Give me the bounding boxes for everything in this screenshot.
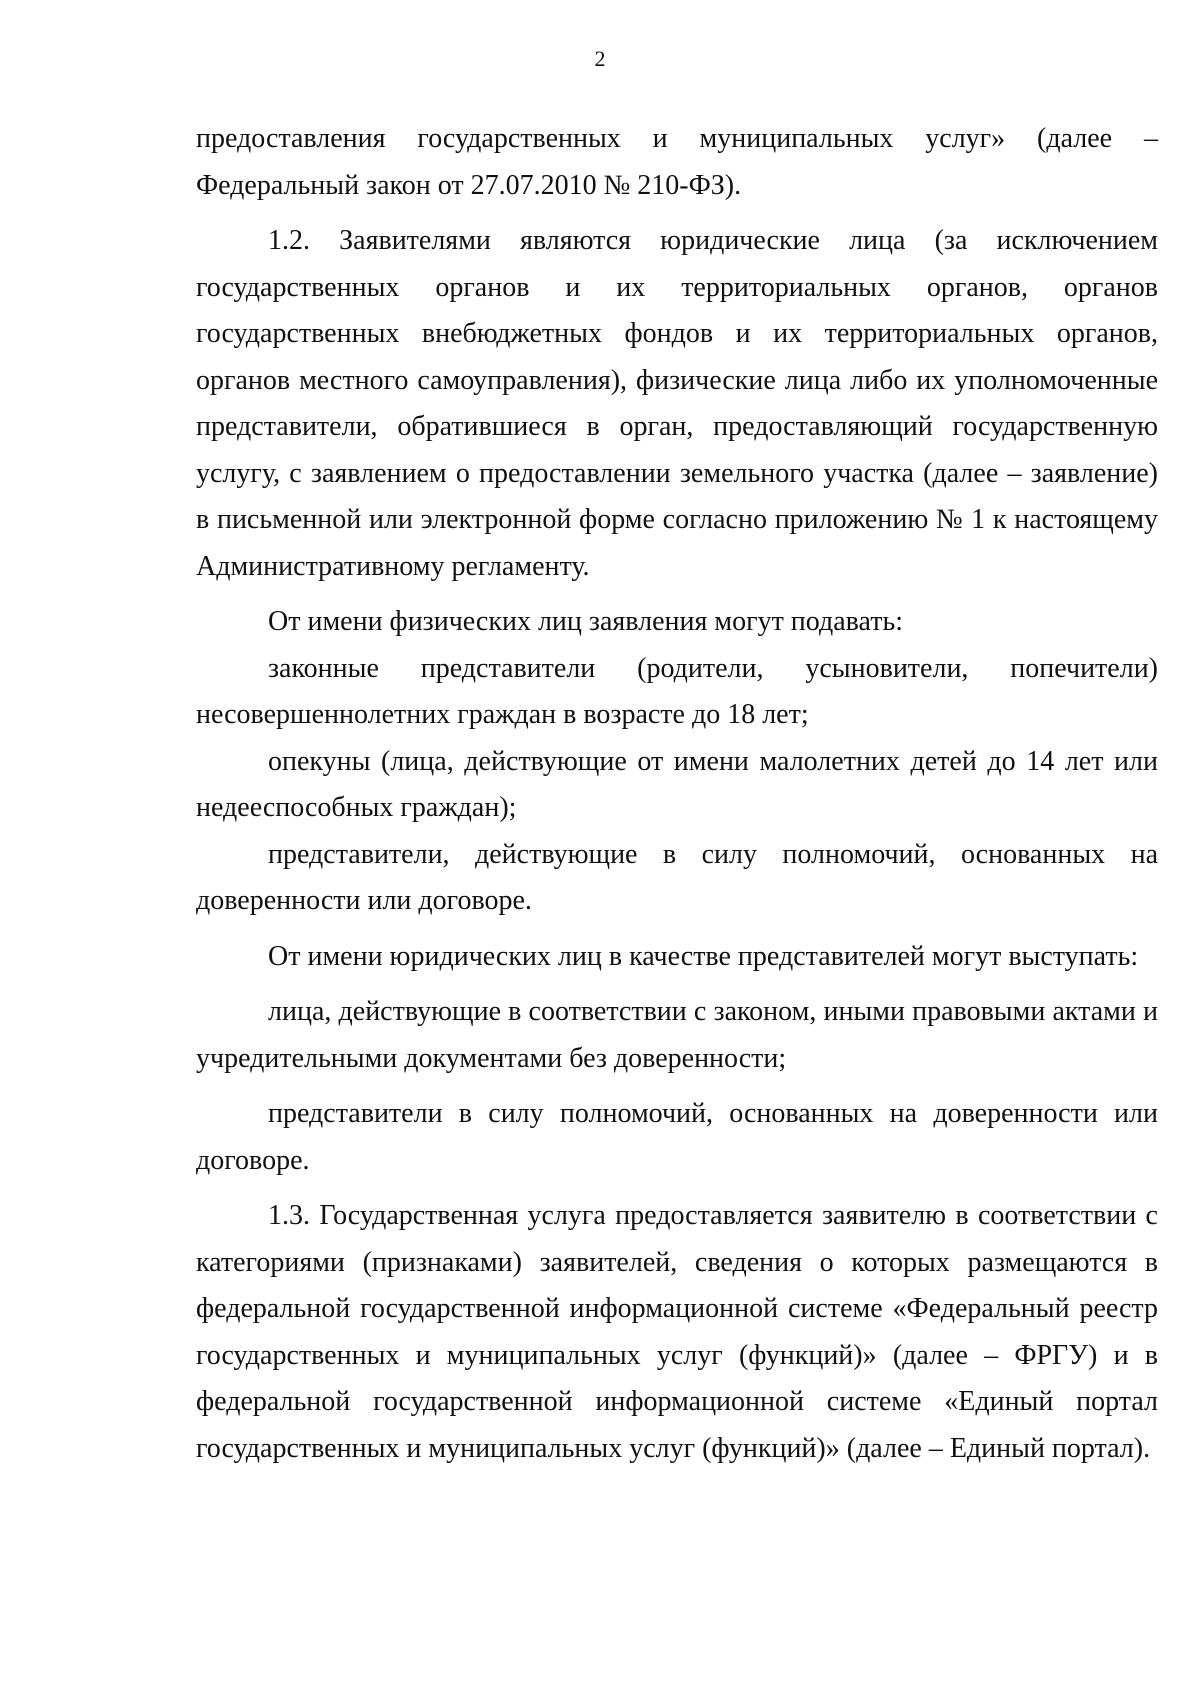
paragraph-entities-without-proxy: лица, действующие в соответствии с законом, иными правовыми актами и учредительными документами без доверенности; [196, 996, 1158, 1074]
paragraph-individuals-intro: От имени физических лиц заявления могут подавать: [268, 606, 903, 637]
paragraph-continuation: предоставления государственных и муниципальных услуг» (далее – Федеральный закон от 27.07.2010 № 210-ФЗ). [196, 123, 1158, 201]
paragraph-legal-entities-intro: От имени юридических лиц в качестве представителей могут выступать: [268, 940, 1139, 972]
paragraph-legal-representatives: законные представители (родители, усыновители, попечители) несовершеннолетних граждан в возрасте до 18 лет; [196, 652, 1158, 730]
paragraph-entities-with-proxy: представители в силу полномочий, основанных на доверенности или договоре. [196, 1098, 1158, 1176]
paragraph-proxy-representatives: представители, действующие в силу полномочий, основанных на доверенности или договоре. [196, 838, 1158, 916]
document-body [196, 116, 1158, 1472]
paragraph-1-3: 1.3. Государственная услуга предоставляется заявителю в соответствии с категориями (признаками) заявителей, сведения о которых размещаются в федеральной государственной информационной системе «Федеральный реестр государственных и муниципальных услуг (функций)» (далее – ФРГУ) и в федеральной государственной информационной системе «Единый портал государственных и муниципальных услуг (функций)» (далее – Единый портал). [196, 1200, 1158, 1464]
page-number: 2 [594, 46, 606, 71]
paragraph-1-2: 1.2. Заявителями являются юридические лица (за исключением государственных органов и их территориальных органов, органов государственных внебюджетных фондов и их территориальных органов, органов местного самоуправления), физические лица либо их уполномоченные представители, обратившиеся в орган, предоставляющий государственную услугу, с заявлением о предоставлении земельного участка (далее – заявление) в письменной или электронной форме согласно приложению № 1 к настоящему Административному регламенту. [196, 225, 1158, 582]
paragraph-guardians: опекуны (лица, действующие от имени малолетних детей до 14 лет или недееспособных граждан); [196, 745, 1158, 823]
